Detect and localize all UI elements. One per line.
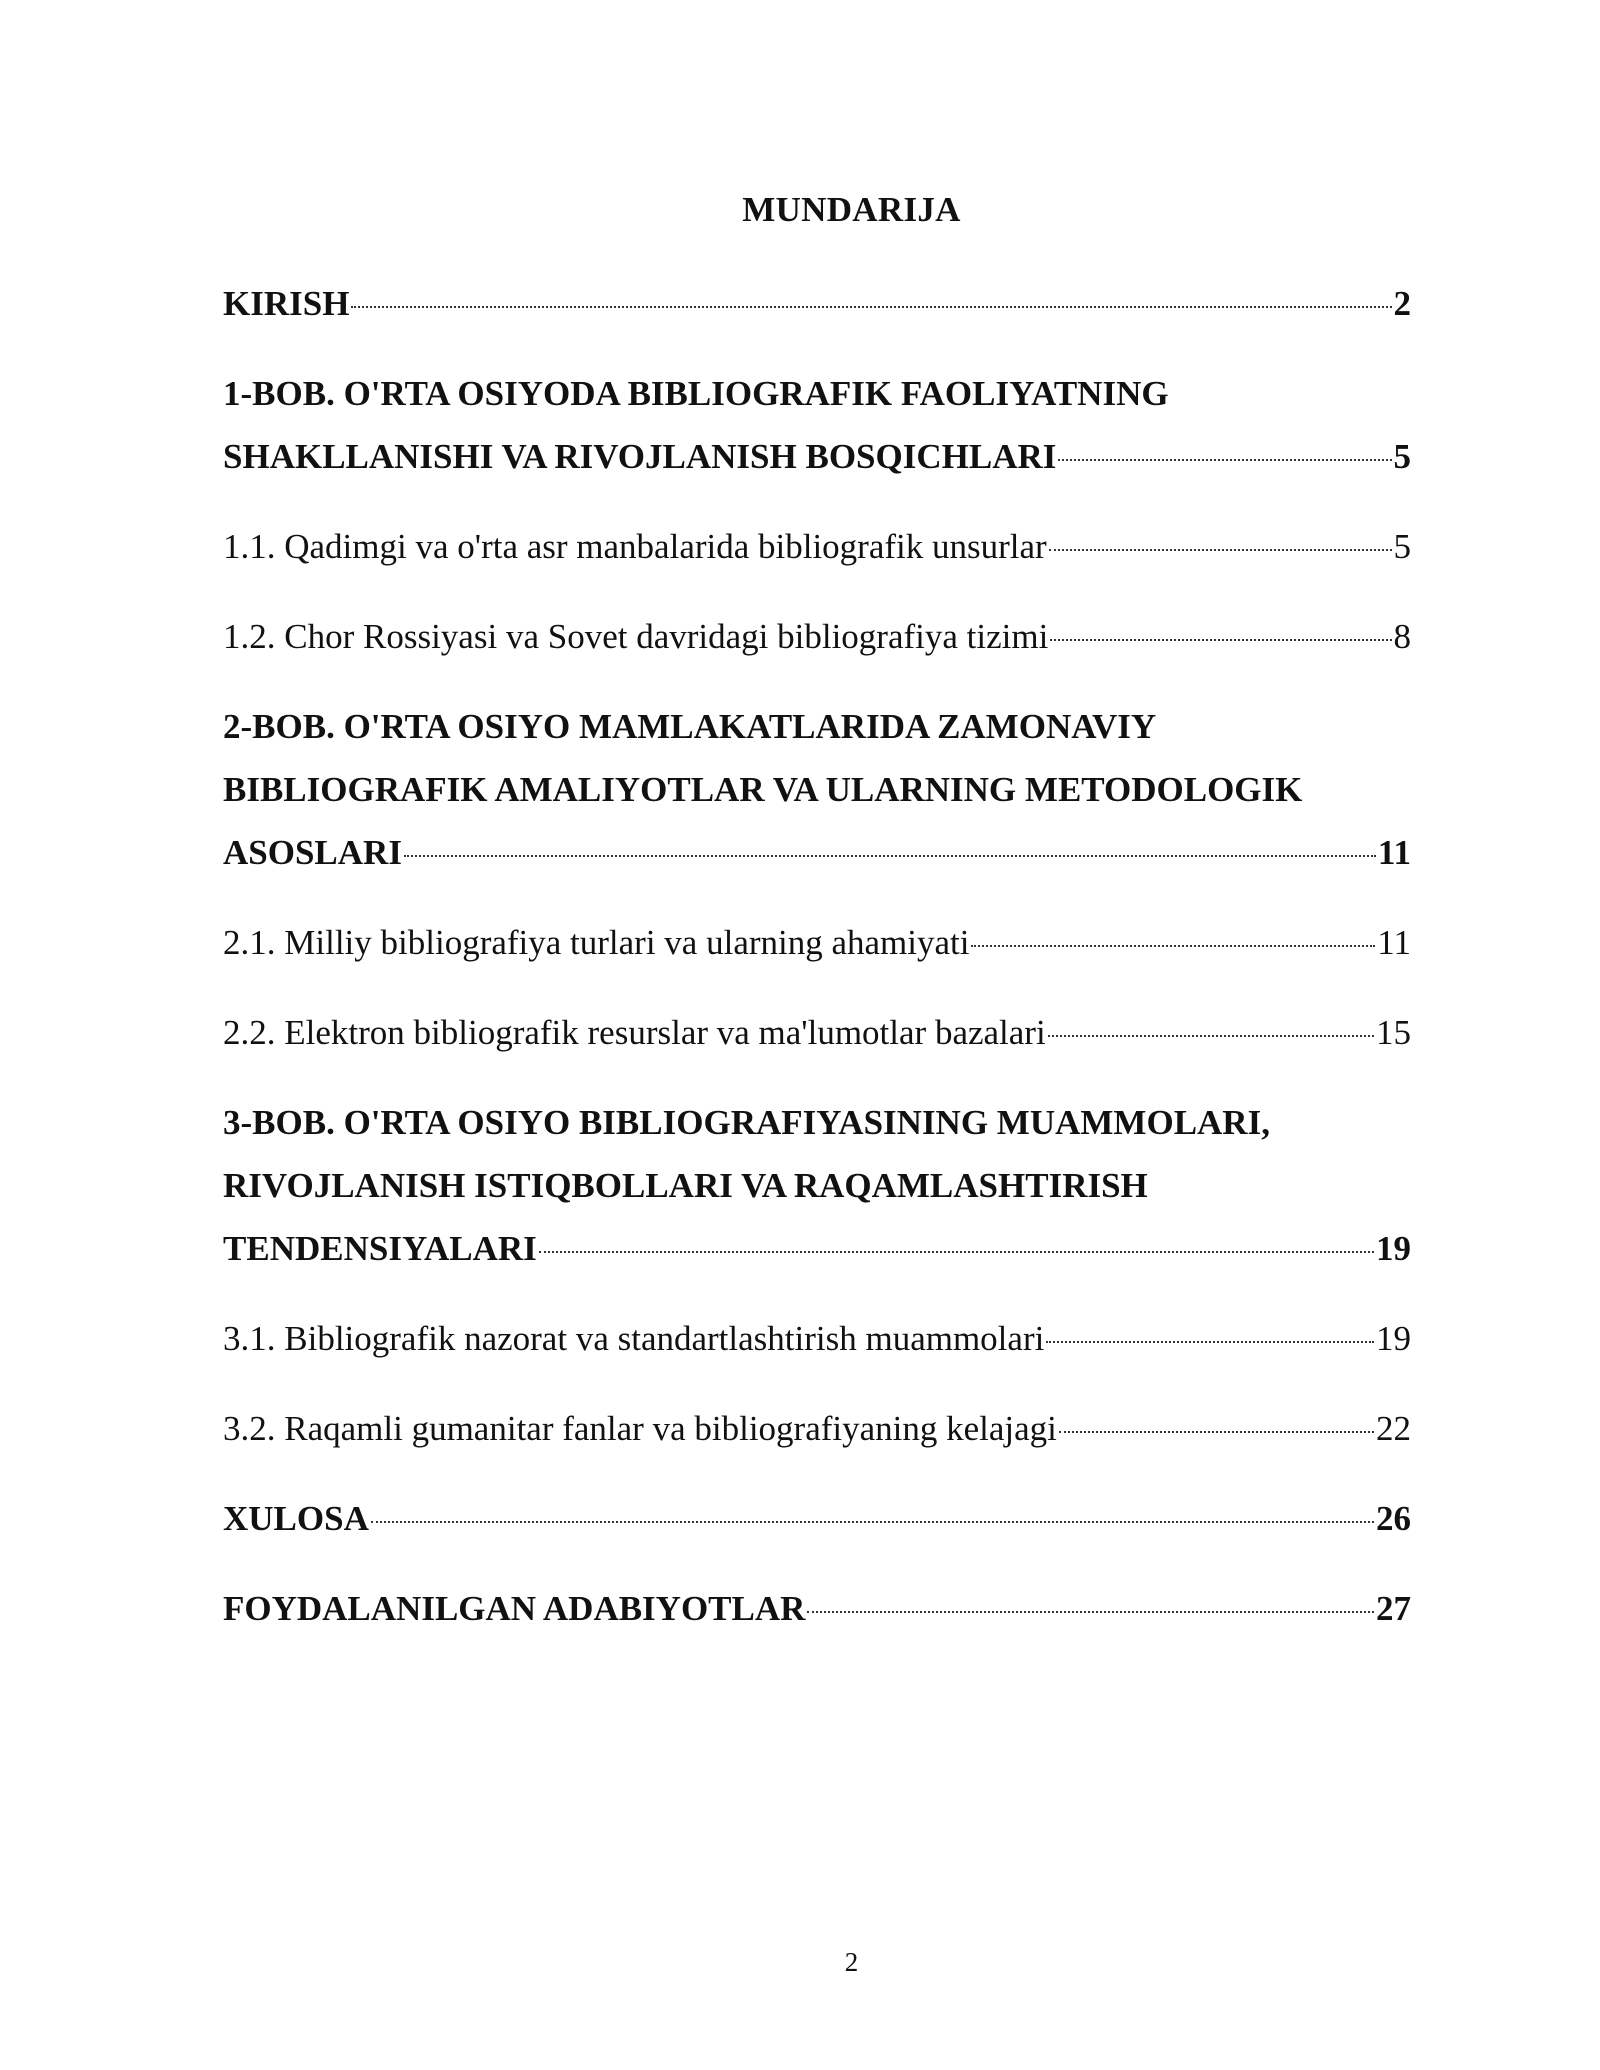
toc-title: MUNDARIJA [742,190,961,229]
toc-entry-title: TENDENSIYALARI [223,1229,537,1268]
toc-entry-line [223,425,1411,488]
dot-leader [539,1251,1374,1253]
toc-entry-line [223,605,1411,668]
toc-entry-title: SHAKLLANISHI VA RIVOJLANISH BOSQICHLARI [223,437,1057,476]
toc-page-number: 15 [1376,1013,1411,1052]
toc-entry-section-2-1[interactable] [223,911,1411,974]
dot-leader [807,1611,1374,1613]
dot-leader [404,855,1376,857]
toc-entry-title: RIVOJLANISH ISTIQBOLLARI VA RAQAMLASHTIRISH [223,1166,1148,1205]
toc-entry-introduction[interactable] [223,272,1411,335]
toc-entry-title: 3.2. Raqamli gumanitar fanlar va bibliografiyaning kelajagi [223,1409,1057,1448]
toc-page-number: 11 [1377,923,1411,962]
toc-entry-line [223,1487,1411,1550]
table-of-contents [223,272,1411,1667]
toc-entry-section-1-1[interactable] [223,515,1411,578]
toc-entry-section-2-2[interactable] [223,1001,1411,1064]
toc-entry-line [223,515,1411,578]
dot-leader [1048,1035,1374,1037]
toc-page-number: 2 [1393,284,1411,323]
toc-page-number: 8 [1393,617,1411,656]
toc-entry-section-1-2[interactable] [223,605,1411,668]
toc-entry-conclusion[interactable] [223,1487,1411,1550]
toc-entry-title: 2-BOB. O'RTA OSIYO MAMLAKATLARIDA ZAMONAVIY [223,707,1157,746]
toc-entry-chapter-2[interactable] [223,695,1411,884]
dot-leader [351,306,1391,308]
toc-entry-title: BIBLIOGRAFIK AMALIYOTLAR VA ULARNING METODOLOGIK [223,770,1303,809]
dot-leader [1049,549,1392,551]
dot-leader [1058,459,1391,461]
dot-leader [371,1521,1374,1523]
toc-entry-chapter-1[interactable] [223,362,1411,488]
toc-entry-line [223,758,1411,821]
toc-entry-title: 2.2. Elektron bibliografik resurslar va ma'lumotlar bazalari [223,1013,1046,1052]
toc-entry-line [223,272,1411,335]
toc-entry-line [223,1577,1411,1640]
toc-page-number: 5 [1393,527,1411,566]
toc-entry-line [223,1307,1411,1370]
toc-entry-title: 3-BOB. O'RTA OSIYO BIBLIOGRAFIYASINING MUAMMOLARI, [223,1103,1270,1142]
toc-page-number: 27 [1376,1589,1411,1628]
toc-entry-line [223,821,1411,884]
toc-page-number: 19 [1376,1229,1411,1268]
toc-entry-title: ASOSLARI [223,833,402,872]
toc-entry-title: FOYDALANILGAN ADABIYOTLAR [223,1589,806,1628]
dot-leader [1046,1341,1374,1343]
toc-entry-line [223,1217,1411,1280]
dot-leader [1050,639,1391,641]
toc-page-number: 5 [1393,437,1411,476]
page-number: 2 [844,1947,859,1977]
toc-entry-title: XULOSA [223,1499,369,1538]
dot-leader [971,945,1375,947]
toc-entry-section-3-1[interactable] [223,1307,1411,1370]
toc-entry-references[interactable] [223,1577,1411,1640]
toc-entry-line [223,1091,1411,1154]
toc-entry-title: 3.1. Bibliografik nazorat va standartlashtirish muammolari [223,1319,1045,1358]
toc-entry-line [223,1397,1411,1460]
toc-page-number: 19 [1376,1319,1411,1358]
toc-entry-line [223,362,1411,425]
toc-entry-title: 1-BOB. O'RTA OSIYODA BIBLIOGRAFIK FAOLIYATNING [223,374,1169,413]
dot-leader [1059,1431,1374,1433]
toc-entry-title: 1.1. Qadimgi va o'rta asr manbalarida bibliografik unsurlar [223,527,1047,566]
toc-entry-line [223,695,1411,758]
toc-entry-title: KIRISH [223,284,350,323]
toc-entry-line [223,1001,1411,1064]
toc-page-number: 26 [1376,1499,1411,1538]
toc-page-number: 22 [1376,1409,1411,1448]
toc-entry-title: 1.2. Chor Rossiyasi va Sovet davridagi bibliografiya tizimi [223,617,1049,656]
toc-page-number: 11 [1377,833,1411,872]
toc-entry-line [223,1154,1411,1217]
toc-entry-section-3-2[interactable] [223,1397,1411,1460]
toc-entry-chapter-3[interactable] [223,1091,1411,1280]
toc-entry-title: 2.1. Milliy bibliografiya turlari va ularning ahamiyati [223,923,970,962]
toc-entry-line [223,911,1411,974]
